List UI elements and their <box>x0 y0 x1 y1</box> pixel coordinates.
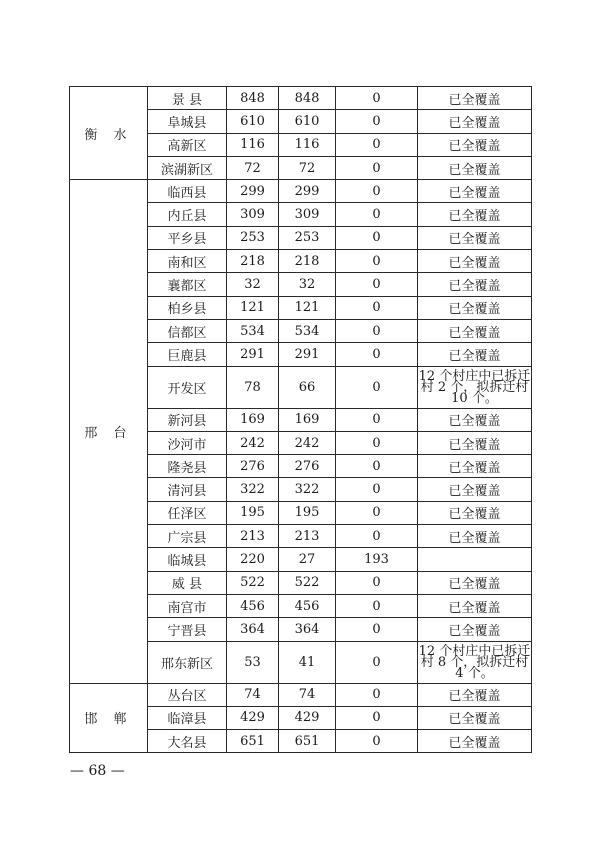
county-cell: 高新区 <box>148 133 227 156</box>
count-total-cell: 309 <box>227 203 279 226</box>
count-covered-cell: 41 <box>279 641 336 683</box>
count-uncovered-cell: 0 <box>336 408 418 431</box>
count-uncovered-cell: 0 <box>336 366 418 408</box>
county-cell: 丛台区 <box>148 683 227 706</box>
count-uncovered-cell: 0 <box>336 571 418 594</box>
count-covered-cell: 218 <box>279 250 336 273</box>
county-cell: 临城县 <box>148 548 227 571</box>
count-uncovered-cell: 0 <box>336 455 418 478</box>
count-uncovered-cell: 0 <box>336 296 418 319</box>
count-covered-cell: 299 <box>279 180 336 203</box>
count-uncovered-cell: 0 <box>336 706 418 729</box>
count-covered-cell: 27 <box>279 548 336 571</box>
count-total-cell: 534 <box>227 319 279 342</box>
county-cell: 清河县 <box>148 478 227 501</box>
county-cell: 南和区 <box>148 250 227 273</box>
count-covered-cell: 253 <box>279 226 336 249</box>
count-covered-cell: 429 <box>279 706 336 729</box>
county-cell: 巨鹿县 <box>148 343 227 366</box>
county-cell: 宁晋县 <box>148 618 227 641</box>
count-total-cell: 53 <box>227 641 279 683</box>
count-total-cell: 456 <box>227 594 279 617</box>
county-cell: 沙河市 <box>148 431 227 454</box>
county-cell: 大名县 <box>148 730 227 753</box>
count-covered-cell: 213 <box>279 525 336 548</box>
count-total-cell: 72 <box>227 156 279 179</box>
count-total-cell: 78 <box>227 366 279 408</box>
note-cell: 已全覆盖 <box>418 571 532 594</box>
count-total-cell: 220 <box>227 548 279 571</box>
note-cell <box>418 548 532 571</box>
note-cell: 已全覆盖 <box>418 203 532 226</box>
note-cell: 已全覆盖 <box>418 683 532 706</box>
coverage-table <box>69 86 532 753</box>
count-total-cell: 218 <box>227 250 279 273</box>
note-cell: 已全覆盖 <box>418 180 532 203</box>
count-total-cell: 322 <box>227 478 279 501</box>
note-cell: 已全覆盖 <box>418 110 532 133</box>
table-body <box>70 87 532 753</box>
county-cell: 平乡县 <box>148 226 227 249</box>
note-cell: 12 个村庄中已拆迁村 8 个，拟拆迁村 4 个。 <box>418 641 532 683</box>
note-cell: 已全覆盖 <box>418 455 532 478</box>
county-cell: 南宫市 <box>148 594 227 617</box>
count-covered-cell: 610 <box>279 110 336 133</box>
count-total-cell: 121 <box>227 296 279 319</box>
county-cell: 任泽区 <box>148 501 227 524</box>
count-uncovered-cell: 0 <box>336 478 418 501</box>
count-uncovered-cell: 0 <box>336 156 418 179</box>
note-cell: 已全覆盖 <box>418 156 532 179</box>
table-row <box>70 87 532 110</box>
note-cell: 已全覆盖 <box>418 730 532 753</box>
count-uncovered-cell: 0 <box>336 431 418 454</box>
note-cell: 已全覆盖 <box>418 478 532 501</box>
count-covered-cell: 522 <box>279 571 336 594</box>
count-uncovered-cell: 0 <box>336 641 418 683</box>
count-uncovered-cell: 0 <box>336 133 418 156</box>
count-total-cell: 522 <box>227 571 279 594</box>
note-cell: 已全覆盖 <box>418 343 532 366</box>
county-cell: 隆尧县 <box>148 455 227 478</box>
count-total-cell: 169 <box>227 408 279 431</box>
count-total-cell: 610 <box>227 110 279 133</box>
count-uncovered-cell: 0 <box>336 250 418 273</box>
count-covered-cell: 651 <box>279 730 336 753</box>
count-covered-cell: 169 <box>279 408 336 431</box>
count-uncovered-cell: 0 <box>336 87 418 110</box>
count-uncovered-cell: 0 <box>336 343 418 366</box>
count-uncovered-cell: 0 <box>336 180 418 203</box>
count-uncovered-cell: 0 <box>336 525 418 548</box>
count-total-cell: 299 <box>227 180 279 203</box>
county-cell: 临漳县 <box>148 706 227 729</box>
count-total-cell: 242 <box>227 431 279 454</box>
count-total-cell: 364 <box>227 618 279 641</box>
table-row <box>70 180 532 203</box>
count-covered-cell: 309 <box>279 203 336 226</box>
count-uncovered-cell: 0 <box>336 203 418 226</box>
note-cell: 已全覆盖 <box>418 501 532 524</box>
count-covered-cell: 32 <box>279 273 336 296</box>
note-cell: 已全覆盖 <box>418 706 532 729</box>
count-covered-cell: 534 <box>279 319 336 342</box>
count-covered-cell: 74 <box>279 683 336 706</box>
county-cell: 广宗县 <box>148 525 227 548</box>
count-total-cell: 429 <box>227 706 279 729</box>
count-uncovered-cell: 0 <box>336 501 418 524</box>
count-covered-cell: 195 <box>279 501 336 524</box>
note-cell: 已全覆盖 <box>418 273 532 296</box>
region-name: 邢 台 <box>70 180 148 683</box>
count-total-cell: 651 <box>227 730 279 753</box>
count-total-cell: 291 <box>227 343 279 366</box>
note-cell: 已全覆盖 <box>418 408 532 431</box>
count-covered-cell: 456 <box>279 594 336 617</box>
note-cell: 已全覆盖 <box>418 133 532 156</box>
count-uncovered-cell: 0 <box>336 319 418 342</box>
county-cell: 阜城县 <box>148 110 227 133</box>
count-total-cell: 32 <box>227 273 279 296</box>
note-cell: 已全覆盖 <box>418 296 532 319</box>
count-uncovered-cell: 0 <box>336 618 418 641</box>
county-cell: 襄都区 <box>148 273 227 296</box>
table-row <box>70 683 532 706</box>
count-covered-cell: 242 <box>279 431 336 454</box>
note-cell: 已全覆盖 <box>418 594 532 617</box>
count-covered-cell: 322 <box>279 478 336 501</box>
note-cell: 已全覆盖 <box>418 525 532 548</box>
note-cell: 已全覆盖 <box>418 319 532 342</box>
count-covered-cell: 848 <box>279 87 336 110</box>
county-cell: 威 县 <box>148 571 227 594</box>
note-cell: 已全覆盖 <box>418 618 532 641</box>
count-total-cell: 253 <box>227 226 279 249</box>
count-covered-cell: 66 <box>279 366 336 408</box>
county-cell: 开发区 <box>148 366 227 408</box>
count-covered-cell: 116 <box>279 133 336 156</box>
count-total-cell: 74 <box>227 683 279 706</box>
count-covered-cell: 364 <box>279 618 336 641</box>
count-total-cell: 848 <box>227 87 279 110</box>
count-covered-cell: 72 <box>279 156 336 179</box>
page-number: — 68 — <box>70 763 125 779</box>
county-cell: 临西县 <box>148 180 227 203</box>
county-cell: 滨湖新区 <box>148 156 227 179</box>
count-uncovered-cell: 0 <box>336 730 418 753</box>
county-cell: 内丘县 <box>148 203 227 226</box>
county-cell: 新河县 <box>148 408 227 431</box>
county-cell: 邢东新区 <box>148 641 227 683</box>
count-covered-cell: 121 <box>279 296 336 319</box>
count-uncovered-cell: 0 <box>336 594 418 617</box>
note-cell: 已全覆盖 <box>418 250 532 273</box>
county-cell: 柏乡县 <box>148 296 227 319</box>
note-cell: 已全覆盖 <box>418 87 532 110</box>
count-covered-cell: 276 <box>279 455 336 478</box>
county-cell: 景 县 <box>148 87 227 110</box>
note-cell: 已全覆盖 <box>418 431 532 454</box>
count-total-cell: 195 <box>227 501 279 524</box>
note-cell: 12 个村庄中已拆迁村 2 个，拟拆迁村 10 个。 <box>418 366 532 408</box>
count-uncovered-cell: 0 <box>336 226 418 249</box>
count-uncovered-cell: 193 <box>336 548 418 571</box>
region-name: 邯 郸 <box>70 683 148 753</box>
count-total-cell: 116 <box>227 133 279 156</box>
region-name: 衡 水 <box>70 87 148 180</box>
count-total-cell: 213 <box>227 525 279 548</box>
count-uncovered-cell: 0 <box>336 110 418 133</box>
county-cell: 信都区 <box>148 319 227 342</box>
note-cell: 已全覆盖 <box>418 226 532 249</box>
count-uncovered-cell: 0 <box>336 683 418 706</box>
count-uncovered-cell: 0 <box>336 273 418 296</box>
count-covered-cell: 291 <box>279 343 336 366</box>
count-total-cell: 276 <box>227 455 279 478</box>
